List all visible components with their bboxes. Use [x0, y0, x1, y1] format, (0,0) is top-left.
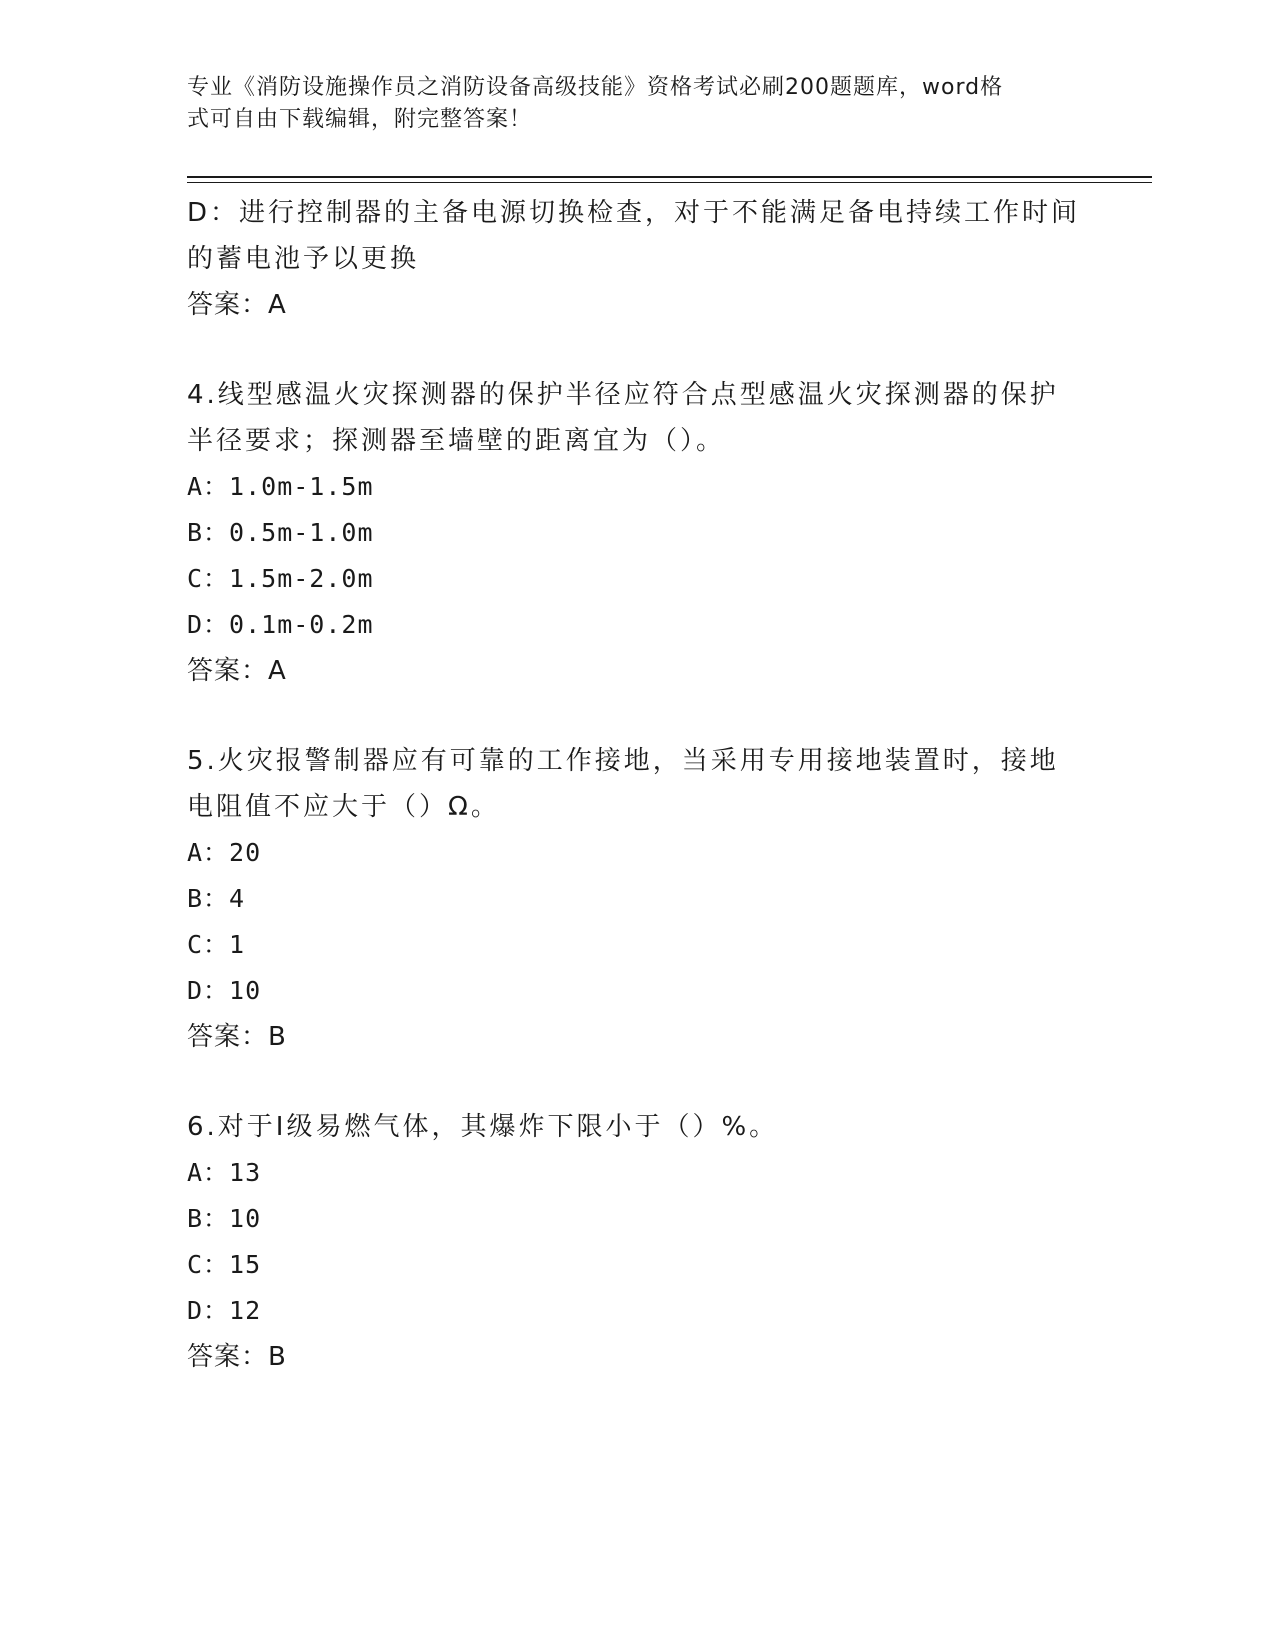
option-a: A：13	[187, 1158, 262, 1187]
header-divider-thick	[187, 176, 1152, 178]
previous-question-block	[187, 190, 1081, 328]
option-a: A：20	[187, 838, 262, 867]
option-c: C：15	[187, 1250, 262, 1279]
header-divider-thin	[187, 182, 1152, 183]
option-d-line-2: 的蓄电池予以更换	[187, 244, 420, 274]
option-c: C：1	[187, 930, 246, 959]
document-body	[187, 190, 1081, 1380]
option-b: B：0.5m-1.0m	[187, 518, 374, 547]
question-block-5	[187, 738, 1067, 1060]
option-d-line-1: D：进行控制器的主备电源切换检查，对于不能满足备电持续工作时间	[187, 198, 1081, 228]
answer-line: 答案：A	[187, 656, 287, 686]
header-line-2: 式可自由下载编辑，附完整答案！	[187, 107, 533, 132]
header-line-1: 专业《消防设施操作员之消防设备高级技能》资格考试必刷200题题库，word格	[187, 75, 1004, 100]
spacer	[187, 694, 1067, 738]
answer-line: 答案：B	[187, 1342, 287, 1372]
option-a: A：1.0m-1.5m	[187, 472, 374, 501]
option-c: C：1.5m-2.0m	[187, 564, 374, 593]
option-b: B：10	[187, 1204, 262, 1233]
option-d: D：10	[187, 976, 262, 1005]
question-block-6	[187, 1104, 1067, 1380]
spacer	[187, 328, 1067, 372]
question-stem-line-2: 半径要求；探测器至墙壁的距离宜为（）。	[187, 426, 726, 456]
question-stem-line-1: 4.线型感温火灾探测器的保护半径应符合点型感温火灾探测器的保护	[187, 380, 1059, 410]
option-b: B：4	[187, 884, 246, 913]
question-stem-line-1: 6.对于Ⅰ级易燃气体，其爆炸下限小于（）%。	[187, 1112, 779, 1142]
question-stem-line-1: 5.火灾报警制器应有可靠的工作接地，当采用专用接地装置时，接地	[187, 746, 1059, 776]
document-header	[187, 72, 1067, 136]
question-stem-line-2: 电阻值不应大于（）Ω。	[187, 792, 500, 822]
option-d: D：0.1m-0.2m	[187, 610, 374, 639]
answer-line: 答案：A	[187, 290, 287, 320]
option-d: D：12	[187, 1296, 262, 1325]
spacer	[187, 1060, 1067, 1104]
answer-line: 答案：B	[187, 1022, 287, 1052]
question-block-4	[187, 372, 1067, 694]
